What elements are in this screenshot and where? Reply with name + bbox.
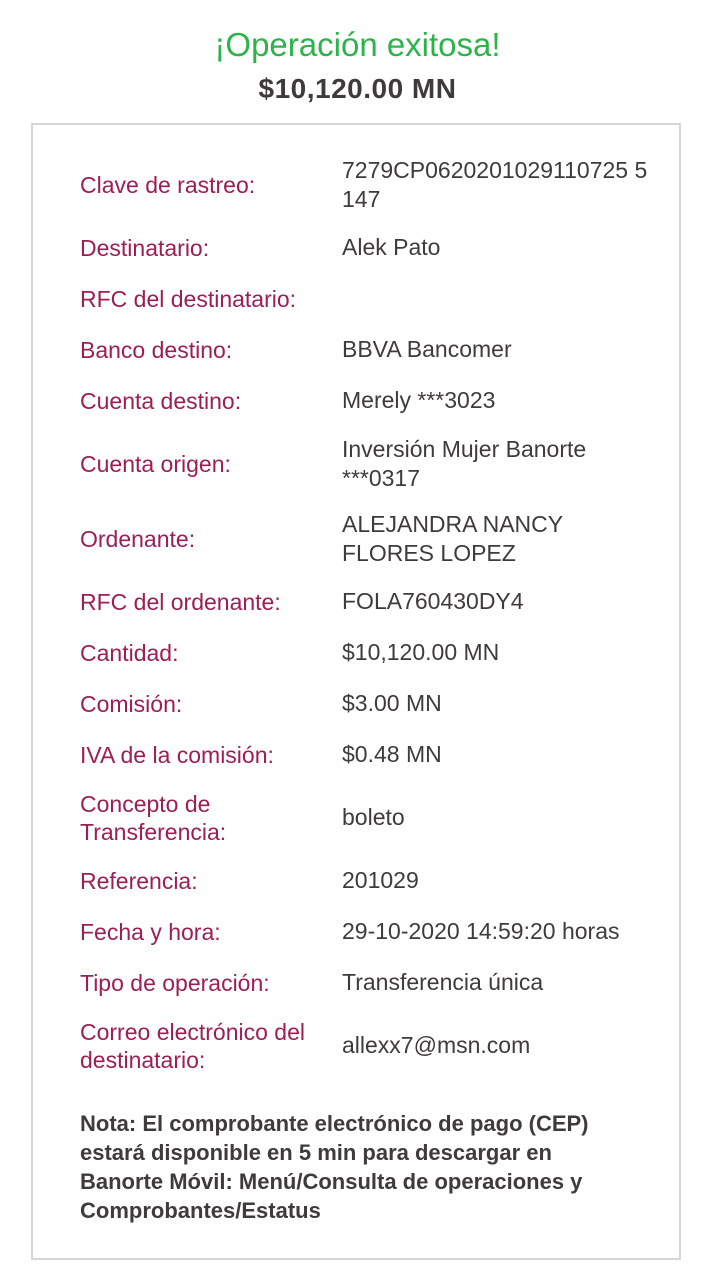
detail-value: Merely ***3023 — [342, 387, 496, 413]
detail-label: Correo electrónico del destinatario: — [80, 1018, 306, 1073]
detail-row-correo — [80, 1008, 659, 1083]
detail-label: Clave de rastreo: — [80, 171, 256, 198]
cep-note: Nota: El comprobante electrónico de pago (CEP) estará disponible en 5 min para descargar en Banorte Móvil: Menú/Consulta de operaciones y Comprobantes/Estatus — [80, 1111, 589, 1223]
detail-label: Tipo de operación: — [80, 969, 270, 996]
detail-value: BBVA Bancomer — [342, 336, 512, 362]
detail-row-banco-destino — [80, 324, 659, 375]
detail-label: IVA de la comisión: — [80, 741, 274, 768]
detail-value: $0.48 MN — [342, 741, 442, 767]
detail-value: $3.00 MN — [342, 690, 442, 716]
detail-row-concepto — [80, 780, 659, 855]
detail-label: Cuenta destino: — [80, 387, 242, 414]
detail-label: Ordenante: — [80, 525, 196, 552]
detail-label: Destinatario: — [80, 234, 210, 261]
detail-value: allexx7@msn.com — [342, 1032, 531, 1058]
detail-label: RFC del destinatario: — [80, 285, 297, 312]
detail-row-rfc-ordenante — [80, 576, 659, 627]
receipt-card — [31, 123, 681, 1260]
detail-row-tipo-operacion — [80, 957, 659, 1008]
detail-row-cuenta-destino — [80, 375, 659, 426]
detail-label: Cuenta origen: — [80, 450, 231, 477]
detail-row-referencia — [80, 855, 659, 906]
details-list — [33, 147, 679, 1083]
detail-value: 201029 — [342, 867, 419, 893]
detail-label: Cantidad: — [80, 639, 179, 666]
detail-label: RFC del ordenante: — [80, 588, 281, 615]
detail-row-cantidad — [80, 627, 659, 678]
detail-label: Comisión: — [80, 690, 183, 717]
detail-value: boleto — [342, 804, 405, 830]
detail-row-ordenante — [80, 501, 659, 576]
detail-value: 29-10-2020 14:59:20 horas — [342, 918, 620, 944]
success-title: ¡Operación exitosa! — [214, 26, 501, 63]
detail-value: FOLA760430DY4 — [342, 588, 524, 614]
detail-row-destinatario — [80, 222, 659, 273]
detail-value: 7279CP0620201029110725 5147 — [342, 156, 648, 212]
detail-value: Inversión Mujer Banorte ***0317 — [342, 435, 587, 491]
detail-value: Transferencia única — [342, 969, 544, 995]
detail-row-iva-comision — [80, 729, 659, 780]
detail-row-cuenta-origen — [80, 426, 659, 501]
transfer-amount: $10,120.00 MN — [258, 73, 457, 104]
detail-label: Concepto de Transferencia: — [80, 790, 227, 845]
detail-row-fecha-hora — [80, 906, 659, 957]
detail-label: Banco destino: — [80, 336, 233, 363]
detail-value: ALEJANDRA NANCY FLORES LOPEZ — [342, 510, 563, 566]
detail-row-rfc-destinatario — [80, 273, 659, 324]
detail-label: Fecha y hora: — [80, 918, 221, 945]
detail-value: Alek Pato — [342, 234, 441, 260]
detail-row-comision — [80, 678, 659, 729]
detail-label: Referencia: — [80, 867, 198, 894]
header — [0, 0, 715, 106]
detail-value: $10,120.00 MN — [342, 639, 500, 665]
detail-row-clave-rastreo — [80, 147, 659, 222]
